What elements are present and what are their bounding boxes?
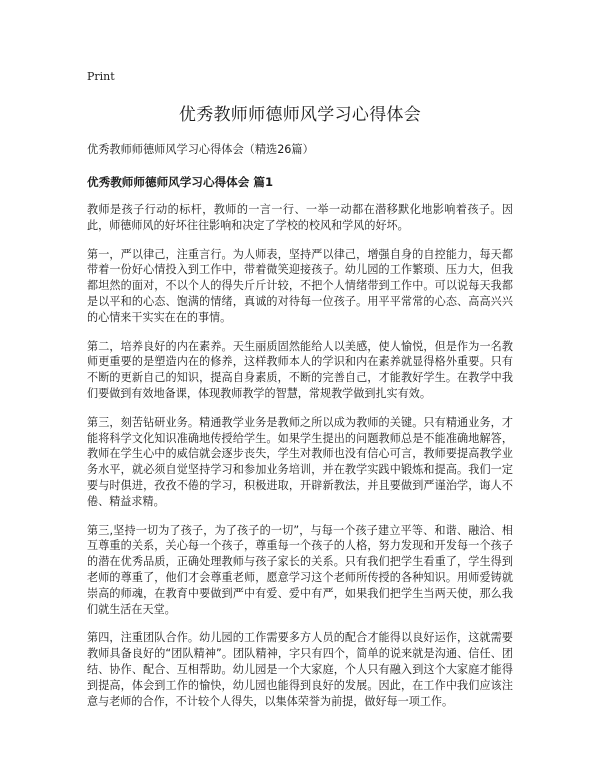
document-subtitle: 优秀教师师德师风学习心得体会（精选26篇） — [87, 143, 314, 156]
print-link[interactable]: Print — [87, 70, 115, 83]
paragraph-point-2: 第二，培养良好的内在素养。天生丽质固然能给人以美感，使人愉悦，但是作为一名教师更重要的是塑造内在的修养，这样教师本人的学识和内在素养就显得格外重要。只有不断的更新自己的知识，提高自身素质，不断的完善自己，才能教好学生。在教学中我们要做到有效地备课，体现教师教学的智慧，常规教学做到扎实有效。 — [87, 339, 513, 400]
paragraph-point-1: 第一，严以律己，注重言行。为人师表，坚持严以律己，增强自身的自控能力，每天都带着一份好心情投入到工作中，带着微笑迎接孩子。幼儿园的工作繁琐、压力大，但我都坦然的面对，不以个人的得失斤斤计较，不把个人情绪带到工作中。可以说每天我都是以平和的心态、饱满的情绪，真诚的对待每一位孩子。用平平常常的心态、高高兴兴的心情来干实实在在的事情。 — [87, 247, 513, 324]
paragraph-point-3: 第三，刻苦钻研业务。精通教学业务是教师之所以成为教师的关键。只有精通业务，才能将科学文化知识准确地传授给学生。如果学生提出的问题教师总是不能准确地解答，教师在学生心中的威信就会逐步丧失，学生对教师也没有信心可言，教师要提高教学业务水平，就必须自觉坚持学习和参加业务培训，并在教学实践中锻炼和提高。我们一定要与时俱进，孜孜不倦的学习，积极进取，开辟新教法，并且要做到严谨治学，诲人不倦、精益求精。 — [87, 415, 513, 508]
document-title: 优秀教师师德师风学习心得体会 — [178, 105, 422, 125]
paragraph-intro: 教师是孩子行动的标杆，教师的一言一行、一举一动都在潜移默化地影响着孩子。因此，师德师风的好坏往往影响和决定了学校的校风和学风的好坏。 — [87, 203, 513, 232]
paragraph-point-3b: 第三,坚持一切为了孩子，为了孩子的一切”，与每一个孩子建立平等、和谐、融洽、相互尊重的关系，关心每一个孩子，尊重每一个孩子的人格，努力发现和开发每一个孩子的潜在优秀品质，正确处理教师与孩子家长的关系。只有我们把学生看重了，学生得到老师的尊重了，他们才会尊重老师，愿意学习这个老师所传授的各种知识。用师爱铸就崇高的师魂，在教育中要做到严中有爱、爱中有严，如果我们把学生当两天使，那么我们就生活在天堂。 — [87, 523, 513, 616]
paragraph-point-4: 第四，注重团队合作。幼儿园的工作需要多方人员的配合才能得以良好运作，这就需要教师具备良好的“团队精神”。团队精神，字只有四个，简单的说来就是沟通、信任、团结、协作、配合、互相帮助。幼儿园是一个大家庭，个人只有融入到这个大家庭才能得到提高，体会到工作的愉快，幼儿园也能得到良好的发展。因此，在工作中我们应该注意与老师的合作，不计较个人得失，以集体荣誉为前提，做好每一项工作。 — [87, 631, 513, 708]
section-heading: 优秀教师师德师风学习心得体会 篇1 — [87, 175, 274, 189]
